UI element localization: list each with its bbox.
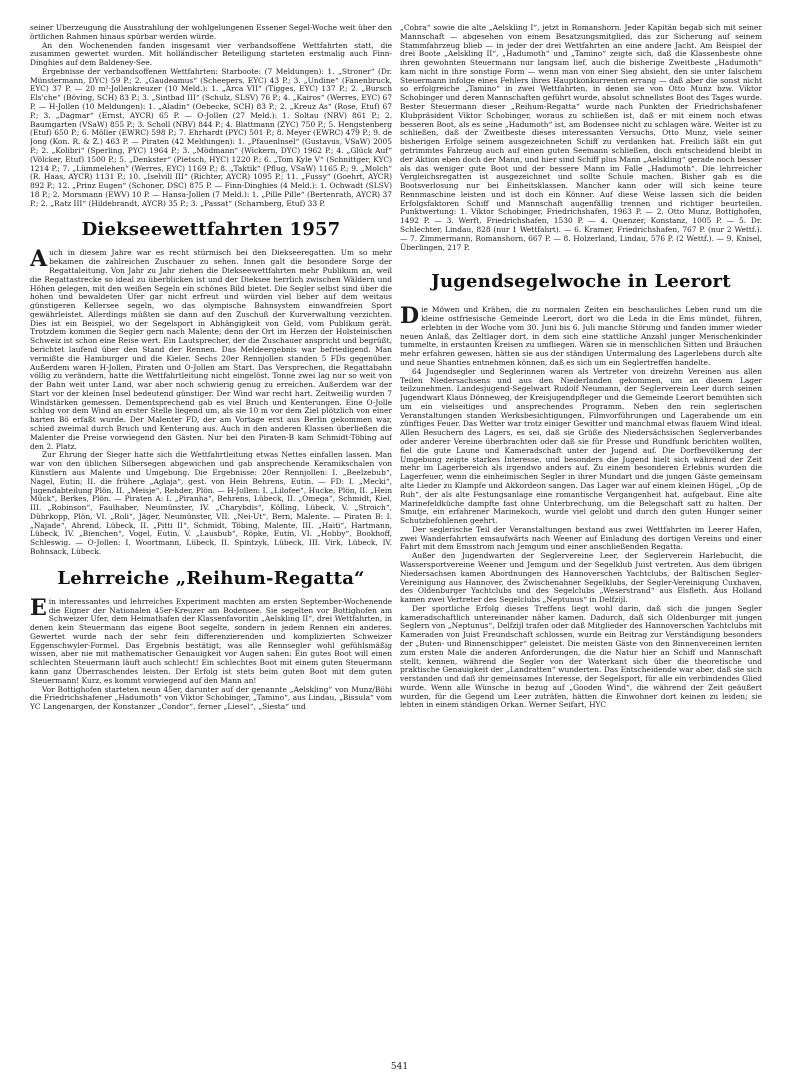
- page-number: 541: [390, 1062, 409, 1072]
- leerort-paragraph-1: [400, 303, 762, 367]
- left-column: [30, 24, 392, 1054]
- intro-paragraph-2: An den Wochenenden fanden insgesamt vier verbandsoffene Wettfahrten statt, die zusammen gewertet wurden. Mit holländischer Beteiligung starteten erstmalig auch Finn-Dinghies auf dem Baldeney-See.: [30, 40, 392, 68]
- dieksee-paragraph-2: Zur Ehrung der Sieger hatte sich die Wettfahrtleitung etwas Nettes einfallen lassen. Man war von den üblichen Silbersegen abgewichen und gab ansprechende Keramikschalen von Künstlern aus Malente und Umgebung. Die Ergebnisse: 20er Rennjollen: I. „Beelzebub“, Nagel, Eutin; II. die frühere „Aglaja“, gest. von Hein Behrens, Eutin. — FD: I. „Mecki“, Jugendabteilung Plön, II. „Meisje“, Rehder, Plön. — H-Jollen: I. „Lilofee“, Hucke, Plön, II. „Hein Mück“, Berkes, Plön. — Piraten A: I. „Piranha“, Behrens, Lübeck, II. „Omega“, Schmidt, Kiel, III. „Robinson“, Faulhaber, Neumünster, IV. „Charybdis“, Kölling, Lübeck, V. „Stroich“, Dührkopp, Plön, VI. „Roli“, Jäger, Neumünster, VII. „Nei-Ut“, Bern, Malente. — Piraten B: I. „Najade“, Ahrend, Lübeck, II. „Pitti II“, Schmidt, Töbing, Malente, III. „Haiti“, Hartmann, Lübeck, IV. „Bienchen“, Vogel, Eutin, V. „Lausbub“, Röpke, Eutin, VI. „Hobby“, Bookhoff, Schleswig. — O-Jollen: I. Woortmann, Lübeck, II. Spintzyk, Lübeck, III. Virk, Lübeck, IV. Bohnsack, Lübeck.: [30, 450, 392, 556]
- leerort-paragraph-3: Der seglerische Teil der Veranstaltungen bestand aus zwei Wettfahrten im Leerer Hafen, zwei Wanderfahrten emsaufwärts nach Weener auf Einladung des dortigen Vereins und einer Fahrt mit dem Emsstrom nach Jemgum und einer anschließenden Regatta.: [400, 524, 762, 552]
- dieksee-paragraph-1: [30, 246, 392, 451]
- reihum-paragraph-2: Vor Bottighofen starteten neun 45er, darunter auf der genannte „Aelskling“ von Munz/Böhi die Friedrichshafener „Hadumoth“ von Viktor Schobinger, „Tamino“, aus Lindau, „Bissula“ vom YC Langenargen, der Konstanzer „Condor“, ferner „Liesel“, „Siesta“ und: [30, 684, 392, 712]
- drop-cap: D: [400, 303, 420, 330]
- right-column: [400, 24, 762, 1054]
- leerort-paragraph-1-text: ie Möwen und Krähen, die zu normalen Zeiten ein beschauliches Leben rund um die kleine ostfriesische Gemeinde Leerort, dort wo die Leda in die Ems mündet, führen, erlebten in der Woche vom 30. Juni bis 6. Juli manche Störung und fanden immer wieder neuen Anlaß, das Zeltlager dort, in dem sich eine stattliche Anzahl junger Menschenkinder tummelte, in erstaunten Kreisen zu umfliegen. Wären sie in menschlichen Sitten und Bräuchen mehr erfahren gewesen, hätten sie aus der ständigen Untermalung des Lagerlebens durch alte und neue Shanties entnehmen können, daß es sich um ein Seglertreffen handelte.: [400, 305, 762, 367]
- reihum-paragraph-1-text: in interessantes und lehrreiches Experiment machten am ersten September-Wochenende die Eigner der Nationalen 45er-Kreuzer am Bodensee. Sie segelten vor Bottighofen am Schweizer Ufer, dem Heimathafen der Klassenfavoritin „Aelskling II“, drei Wettfahrten, in denen kein Steuermann das eigene Boot segelte, sondern in jedem Rennen ein anderes. Gewertet wurde nach der sehr fein differenzierenden und komplizierten Schweizer Eggenschwyler-Formel. Das Ergebnis bestätigt, was alle Rennsegler wohl gefühlsmäßig wissen, aber nie mit mathematischer Genauigkeit vor Augen sahen: Ein gutes Boot will einen schlechten Steuermann läuft auch schlecht! Ein schlechtes Boot mit einem guten Steuermann kann ganz Überraschendes leisten. Der Erfolg ist stets beim guten Boot mit dem guten Steuermann! Kurz, es kommt vorwiegend auf den Mann an!: [30, 596, 392, 685]
- intro-paragraph-1: seiner Überzeugung die Ausstrahlung der wohlgelungenen Essener Segel-Woche weit über den örtlichen Rahmen hinaus spürbar werden würde.: [30, 24, 392, 41]
- drop-cap: A: [30, 246, 48, 273]
- reihum-paragraph-1: [30, 594, 392, 686]
- dieksee-paragraph-1-text: uch in diesem Jahre war es recht stürmisch bei den Diekseeregatten. Um so mehr bekamen die zahlreichen Zuschauer zu sehen. Innen galt die besondere Sorge der Regattaleitung. Von Jahr zu Jahr ziehen die Diekseewettfahrten mehr Publikum an, weil die Regattastrecke so ideal zu überblicken ist und der Dieksee herrlich zwischen Wäldern und Höhen gelegen, mit den weißen Segeln ein schönes Bild bietet. Die Segler selbst sind über die hohen und bewaldeten Ufer gar nicht erfreut und würden viel lieber auf dem weitaus günstigeren Kellersee segeln, wo das olympische Bahnsystem einwandfreien Sport gewährleistet. Allerdings müßten sie dann auf den Zuschuß der Kurverwaltung verzichten. Dies ist ein Beispiel, wo der Segelsport in Abhängigkeit von Geld, vom Publikum gerät. Trotzdem kommen die Segler gern nach Malente; denn der Ort im Herzen der Holsteinischen Schweiz ist schon eine Reise wert. Ein Lautsprecher, der die Zuschauer anspricht und begrüßt, berichtet laufend über den Stand der Rennen. Das Meldeergebnis war befriedigend. Man vermißte die Hamburger und die Kieler. Sechs 20er Rennjollen standen 5 FDs gegenüber. Außerdem waren H-Jollen, Piraten und O-Jollen am Start. Das Versprechen, die Regattabahn völlig zu verändern, hatte die Wettfahrtleitung nicht eingelöst. Tonne zwei lag nur so weit von der Bahn weit unter Land, war aber noch schwierig genug zu erreichen. Außerdem war der Start vor der kleinen Insel bedeutend günstiger. Der Wind war recht hart. Zeitweilig wurden 7 Windstärken gemessen. Dementsprechend gab es viel Bruch und Kenterungen. Eine O-Jolle schlug vor dem Wind an erster Stelle liegend um, als sie 10 m vor dem Ziel plötzlich von einer harten Bö erfaßt wurde. Der Malenter FD, der am Vortage erst aus Berlin gekommen war, schied zweimal durch Bruch und Kenterung aus. Auch in den anderen Klassen überließen die Malenter die Preise vorwiegend den Gästen. Nur bei den Piraten-B kam Schmidt-Töbing auf den 2. Platz.: [30, 248, 392, 451]
- leerort-paragraph-5-text: Der sportliche Erfolg dieses Treffens liegt wohl darin, daß sich die jungen Segler kameradschaftlich untereinander näher kamen. Dadurch, daß sich Oldenburger mit jungen Seglern von „Neptunus“, Delfzijl trafen oder daß Mitglieder des Hannoverschen Yachtclubs mit Kameraden von Juist Freundschaft schlossen, wurde ein Beitrag zur Verständigung besonders der „Buten- und Binnenschipper“ geleistet. Die meisten Gäste von den Binnenvereinen lernten zum ersten Male die anderen Anforderungen, die die Natur hier an Schiff und Mannschaft stellt, kennen, während die Segler von der Waterkant sich über die theoretische und praktische Genauigkeit der „Landratten“ wunderten. Das Entscheidende war aber, daß sie sich verstanden und daß ihr gemeinsames Interesse, der Segelsport, für alle ein verbindendes Glied wurde. Wenn alle Wünsche in bezug auf „Gooden Wind“, die während der Zeit geäußert wurden, für die Gegend um Leer zuträfen, hätten die Einwohner dort keinen zu leiden; sie lebten in einem ständigen Orkan.: [400, 603, 762, 710]
- leerort-paragraph-4: Außer den Jugendwarten der Seglervereine Leer, der Seglerverein Harlebucht, die Wassersportvereine Weener und Jemgum und der Segelklub Juist vertreten. Aus dem übrigen Niedersachsen kamen Abordnungen des Hannoverschen Yachtclubs, der Baltischen Segler-Vereinigung aus Hannover, des Zwischenahner Segelklubs, der Segler-Vereinigung Cuxhaven, des Oldenburger Yachtclubs und des Segelclubs „Weserstrand“ aus Elsfleth. Aus Holland kamen zwei Vertreter des Segelclubs „Neptunus“ in Delfzijl.: [400, 551, 762, 605]
- essen-results-paragraph: Ergebnisse der verbandsoffenen Wettfahrten: Starboote: (7 Meldungen): 1. „Stroner“ (Dr. Münstermann, DYC) 59 P.; 2. „Gaudeamus“ (Scheepers, EYC) 43 P.; 3. „Undine“ (Fanenbruck, EYC) 37 P. — 20 m²-Jollenkreuzer (10 Meld.): 1. „Arca VII“ (Tigges, EYC) 137 P.; 2. „Bursch Els'che“ (Böving, SCH) 83 P.; 3. „Sintbad III“ (Schulz, SLSV) 76 P.; 4. „Kairos“ (Werres, EYC) 67 P. — H-Jollen (10 Meldungen): 1. „Aladin“ (Oebecke, SCH) 83 P.; 2. „Kreuz As“ (Rose, Etuf) 67 P.; 3. „Dagmar“ (Ernst, AYCR) 65 P. — O-Jollen (27 Meld.): 1. Soltau (NRV) 861 P.; 2. Baumgarten (VSaW) 855 P.; 3. Scholl (NRV) 844 P.; 4. Blattmann (ZYC) 750 P.; 5. Hengstenberg (Etuf) 650 P.; 6. Möller (EWRC) 598 P.; 7. Ehrhardt (PYC) 501 P.; 8. Meyer (EWRC) 479 P.; 9. de Jong (Kon. R. & Z.) 463 P. — Piraten (42 Meldungen): 1. „Pfauenlnsel“ (Gustavus, VSaW) 2005 P.; 2. „Kolibri“ (Sperling, PYC) 1964 P.; 3. „Mödmann“ (Wickern, DYC) 1962 P.; 4. „Glück Auf“ (Völcker, Etuf) 1500 P.; 5. „Denkster“ (Pietsch, HYC) 1220 P.; 6. „Tom Kyle V“ (Schnittger, KYC) 1214 P.; 7. „Lümmelehen“ (Werres, EYC) 1169 P.; 8. „Taktik“ (Pflug, VSaW) 1165 P.; 9. „Molch“ (R. Haas, AYCR) 1131 P.; 10. „Iselvill III“ (Richter, AYCR) 1095 P.; 11. „Fussy“ (Goehrt, AYCR) 892 P.; 12. „Prinz Eugen“ (Schoner, DSC) 875 P. — Finn-Dinghies (4 Meld.): 1. Ochwadt (SLSV) 18 P.; 2. Morsmann (EWV) 10 P. — Hansa-Jollen (7 Meld.): 1. „Pille Pille“ (Bertenrath, AYCR) 37 P.; 2. „Ratz III“ (Hildebrandt, AYCR) 35 P.; 3. „Passat“ (Scharnberg, Etuf) 33 P.: [30, 66, 392, 208]
- leerort-paragraph-2: 64 Jugendsegler und Seglerinnen waren als Vertreter von dreizehn Vereinen aus allen Teilen Niedersachsens und aus den Niederlanden gekommen, um an diesem Lager teilzunehmen. Landesjugend-Segelwart Rudolf Neumann, der Seglerverein Leer durch seinen Jugendwart Klaus Dönneweg, der Kreisjugendpfleger und die Gemeinde Leerort bemühten sich um ein vielseitiges und ansprechendes Programm. Neben den rein seglerischen Veranstaltungen standen Werksbesichtigungen, Filmvorführungen und Lagerabende um ein zünftiges Feuer. Das Wetter war trotz einiger Gewitter und manchmal etwas flauem Wind ideal. Allen Besuchern des Lagers, es sei, daß sie Grüße des Niedersächsischen Seglerverbandes oder anderer Vereine überbrachten oder daß sie für Presse und Rundfunk berichten wollten, fiel die gute Laune und Kameradschaft unter der Jugend auf. Die Dorfbevölkerung der Umgebung zeigte starkes Interesse, und besonders die Jugend hielt sich während der Zeit mehr im Lagerbereich als irgendwo anders auf. Zu einem besonderen Erlebnis wurden die Lagerfeuer, wenn die einheimischen Segler in ihrer Mundart und die jungen Gäste gemeinsam alte Lieder zu Klampfe und Akkordeon sangen. Das Lager war auf einem kleinen Hügel, „Op de Ruh“, der als alte Festungsanlage eine romantische Vergangenheit hat, aufgebaut. Eine alte Marinefeldküche dampfte fast ohne Unterbrechung, um die Belegschaft satt zu halten. Der Smutje, ein erfahrener Marinekoch, wurde viel gelobt und durch den guten Hunger seiner Schutzbefohlenen geehrt.: [400, 366, 762, 526]
- leerort-paragraph-5: [400, 605, 762, 710]
- author-signature: Werner Seifart, HYC: [528, 700, 607, 710]
- reihum-continued-paragraph: „Cobra“ sowie die alte „Aelskling I“, jetzt in Romanshorn. Jeder Kapitän begab sich mit seiner Mannschaft — abgesehen von einem Besatzungsmitglied, das zur Sicherung auf seinem Stammfahrzeug blieb — in jeder der drei Wettfahrten an eine andere Jacht. Am Beispiel der drei Boote „Aelskling II“, „Hadumoth“ und „Tamino“ zeigte sich, daß die Klassenbeste ohne ihren gewohnten Steuermann nur langsam lief, auch die bisherige Zweitbeste „Hadumoth“ kam nicht in ihre sonstige Form — wenn man von einer Sieg absieht, den sie unter falschem Steuermann infolge eines Fehlers ihres Hauptkonkurrenten errang — daß aber die sonst nicht so erfolgreiche „Tamino“ in zwei Wettfahrten, in denen sie von Otto Munz bzw. Viktor Schobinger und deren Mannschaften geführt wurde, absolut schnellstes Boot des Tages wurde. Bester Steuermann dieser „Reihum-Regatta“ wurde nach Punkten der Friedrichshafener Klubpräsident Viktor Schobinger, woraus zu schließen ist, daß er mit einem noch etwas besseren Boot, als es seine „Hadumoth“ ist, am Bodensee nicht zu schlagen wäre. Weiter ist zu schließen, daß der Zweitbeste dieses interessanten Versuchs, Otto Munz, viele seiner bisherigen Erfolge seinem ausgezeichneten Schiff zu verdanken hat. Freilich läßt ein gut getrimmtes Fahrzeug auch auf einen guten Seemann schließen, doch entscheidend bleibt in der Aktion eben doch der Mann, und hier sind Schiff plus Mann „Aelskling“ gerade noch besser als das weniger gute Boot und der bessere Mann im Falle „Hadumoth“. Die lehrreicher Vergleichsregatten ist ausgezeichnet und sollte Schule machen. Bisher gab es die Bootsverlosung nur bei Einheitsklassen. Mancher kann oder will sich keine teure Rennmaschine leisten und ist doch ein Könner. Auf diese Weise lassen sich die beiden Erfolgsfaktoren Schiff und Mannschaft augenfällig trennen und richtiger beurteilen. Punktwertung: 1. Viktor Schobinger, Friedrichshafen, 1963 P. — 2. Otto Munz, Bottighofen, 1492 P. — 3. Werft, Friedrichshafen, 1530 P. — 4. Quenzer, Konstanz, 1005 P. — 5. Dr. Schlechter, Lindau, 828 (nur 1 Wettfahrt). — 6. Kramer, Friedrichshafen, 767 P. (nur 2 Wettf.). — 7. Zimmermann, Romanshorn, 667 P. — 8. Holzerland, Lindau, 576 P. (2 Wettf.). — 9. Knisel, Überlingen, 217 P.: [400, 24, 762, 252]
- article-heading-leerort: Jugendsegelwoche in Leerort: [431, 271, 731, 293]
- article-heading-reihum-regatta: Lehrreiche „Reihum-Regatta“: [57, 567, 365, 589]
- article-heading-diekseewettfahrten: Diekseewettfahrten 1957: [81, 219, 341, 241]
- drop-cap: E: [30, 594, 47, 621]
